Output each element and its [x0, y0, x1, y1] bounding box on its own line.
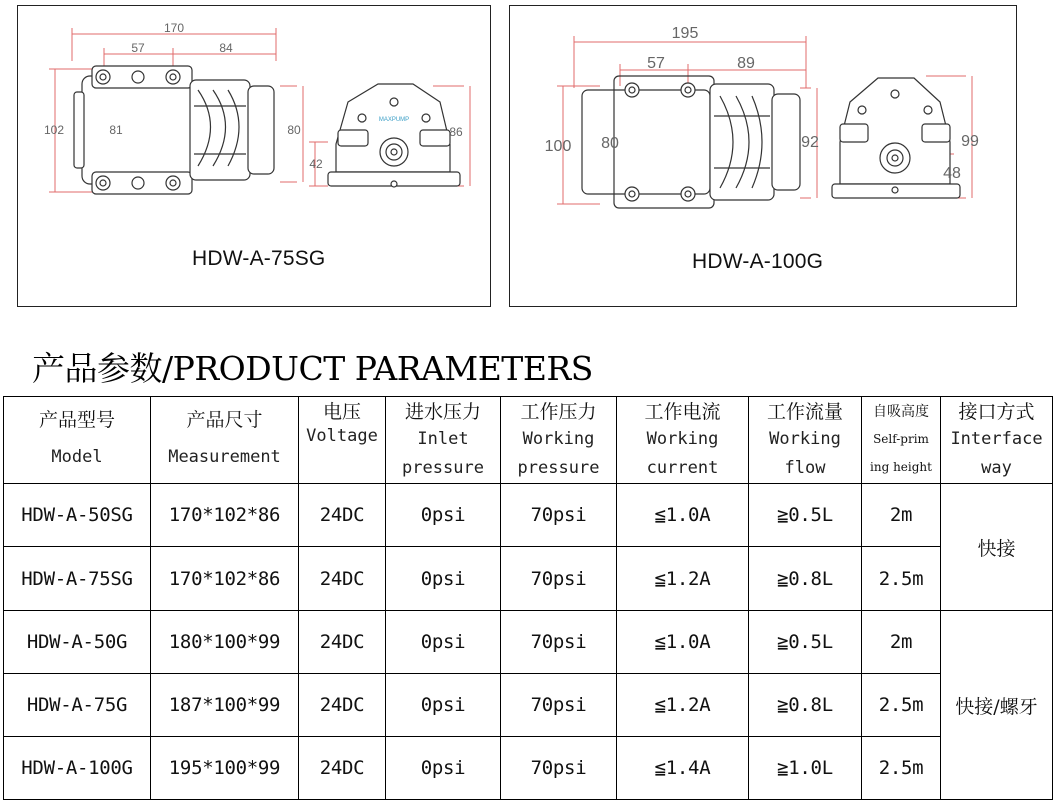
table-row: [4, 611, 1053, 674]
cell-working-current: ≦1.0A: [617, 484, 749, 547]
cell-working-pressure: 70psi: [501, 611, 617, 674]
cell-self-priming-height: 2.5m: [862, 737, 941, 800]
cell-working-flow: ≧0.5L: [749, 611, 862, 674]
dim-overall-length: 170: [163, 21, 185, 35]
cell-interface-way: 快接/螺牙: [941, 611, 1053, 800]
header-interface-way: 接口方式 Interface way: [941, 397, 1053, 484]
dim-width: 100: [544, 138, 572, 155]
dim-head-length: 89: [737, 55, 755, 72]
dim-overall-length: 195: [671, 25, 699, 42]
cell-model: HDW-A-100G: [4, 737, 151, 800]
dim-head-width: 92: [801, 134, 819, 151]
dim-hole-spacing: 57: [131, 41, 145, 55]
cell-inlet-pressure: 0psi: [386, 737, 501, 800]
cell-working-current: ≦1.2A: [617, 547, 749, 611]
cell-working-current: ≦1.2A: [617, 674, 749, 737]
cell-working-flow: ≧1.0L: [749, 737, 862, 800]
cell-measurement: 195*100*99: [151, 737, 299, 800]
drawing-panel-100g: [509, 5, 1017, 307]
cell-interface-way: 快接: [941, 484, 1053, 611]
table-header-row: [4, 397, 1053, 484]
header-model: 产品型号 Model: [4, 397, 151, 484]
cell-working-pressure: 70psi: [501, 484, 617, 547]
brand-label: MAXPUMP: [378, 117, 410, 123]
cell-self-priming-height: 2.5m: [862, 547, 941, 611]
cell-voltage: 24DC: [299, 674, 386, 737]
dim-port-height: 42: [309, 157, 323, 171]
cell-measurement: 170*102*86: [151, 484, 299, 547]
dim-head-length: 84: [219, 41, 233, 55]
cell-self-priming-height: 2.5m: [862, 674, 941, 737]
section-title: 产品参数/PRODUCT PARAMETERS: [32, 349, 593, 388]
table-row: [4, 484, 1053, 547]
dim-width: 102: [43, 123, 65, 137]
cell-model: HDW-A-50SG: [4, 484, 151, 547]
table-row: [4, 547, 1053, 611]
dim-inner-width: 80: [601, 135, 619, 152]
model-caption: HDW-A-75SG: [192, 247, 326, 270]
header-working-current: 工作电流 Working current: [617, 397, 749, 484]
dim-hole-spacing: 57: [647, 55, 665, 72]
cell-measurement: 180*100*99: [151, 611, 299, 674]
model-caption: HDW-A-100G: [692, 250, 824, 273]
header-inlet-pressure: 进水压力 Inlet pressure: [386, 397, 501, 484]
cell-model: HDW-A-75G: [4, 674, 151, 737]
cell-inlet-pressure: 0psi: [386, 674, 501, 737]
table-row: [4, 674, 1053, 737]
cell-working-pressure: 70psi: [501, 547, 617, 611]
cell-inlet-pressure: 0psi: [386, 547, 501, 611]
cell-model: HDW-A-75SG: [4, 547, 151, 611]
cell-voltage: 24DC: [299, 611, 386, 674]
cell-working-current: ≦1.0A: [617, 611, 749, 674]
dim-inner-width: 81: [109, 123, 123, 137]
cell-working-flow: ≧0.5L: [749, 484, 862, 547]
cell-working-flow: ≧0.8L: [749, 674, 862, 737]
product-parameters-table: [3, 396, 1053, 800]
dim-port-height: 48: [943, 165, 961, 182]
header-working-flow: 工作流量 Working flow: [749, 397, 862, 484]
cell-self-priming-height: 2m: [862, 611, 941, 674]
dim-head-width: 80: [287, 123, 301, 137]
header-working-pressure: 工作压力 Working pressure: [501, 397, 617, 484]
dim-total-height: 99: [961, 133, 979, 150]
header-measurement: 产品尺寸 Measurement: [151, 397, 299, 484]
cell-self-priming-height: 2m: [862, 484, 941, 547]
cell-working-current: ≦1.4A: [617, 737, 749, 800]
cell-working-pressure: 70psi: [501, 674, 617, 737]
cell-measurement: 170*102*86: [151, 547, 299, 611]
cell-voltage: 24DC: [299, 737, 386, 800]
header-voltage: 电压 Voltage: [299, 397, 386, 484]
cell-inlet-pressure: 0psi: [386, 484, 501, 547]
cell-voltage: 24DC: [299, 484, 386, 547]
cell-working-flow: ≧0.8L: [749, 547, 862, 611]
header-self-priming-height: 自吸高度 Self-prim ing height: [862, 397, 941, 484]
cell-measurement: 187*100*99: [151, 674, 299, 737]
dim-total-height: 86: [449, 125, 463, 139]
cell-model: HDW-A-50G: [4, 611, 151, 674]
cell-inlet-pressure: 0psi: [386, 611, 501, 674]
drawing-panel-75sg: [17, 5, 491, 307]
cell-voltage: 24DC: [299, 547, 386, 611]
table-row: [4, 737, 1053, 800]
cell-working-pressure: 70psi: [501, 737, 617, 800]
